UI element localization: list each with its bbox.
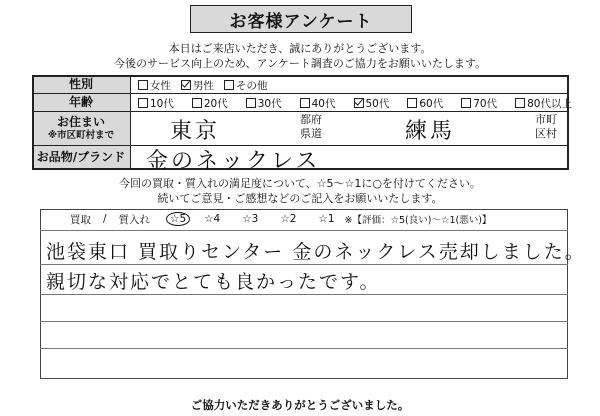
- checkbox[interactable]: [224, 80, 234, 90]
- comment-line-1: 池袋東口 買取りセンター 金のネックレス売却しました。: [46, 241, 586, 263]
- satisfaction-line-2: 続いてご意見・ご感想などのご記入をお願いいたします。: [157, 192, 443, 205]
- gender-option-male[interactable]: 男性: [181, 78, 214, 93]
- gender-label: 性別: [32, 76, 130, 93]
- gender-options: [138, 78, 278, 92]
- checkbox-checked[interactable]: [354, 98, 364, 108]
- satisfaction-line-1: 今回の買取・質入れの満足度について、☆5～☆1に○を付けてください。: [119, 177, 481, 190]
- age-option-20[interactable]: 20代: [192, 96, 228, 111]
- age-options: [138, 96, 582, 110]
- checkbox[interactable]: [300, 98, 310, 108]
- checkbox[interactable]: [138, 80, 148, 90]
- prefecture-value[interactable]: 東京: [170, 119, 221, 144]
- page-title: お客様アンケート: [190, 5, 412, 33]
- prefecture-suffix: 都府 県道: [300, 113, 322, 140]
- checkbox[interactable]: [515, 98, 525, 108]
- star-3[interactable]: ☆3: [242, 213, 259, 225]
- age-option-60[interactable]: 60代: [407, 96, 443, 111]
- item-label: お品物/ブランド: [32, 146, 130, 168]
- address-label: お住まい: [56, 114, 105, 129]
- item-value[interactable]: 金のネックレス: [146, 149, 321, 174]
- age-option-70[interactable]: 70代: [461, 96, 497, 111]
- age-option-30[interactable]: 30代: [246, 96, 282, 111]
- address-sublabel: ※市区町村まで: [47, 129, 115, 141]
- age-label: 年齢: [32, 94, 130, 111]
- gender-option-female[interactable]: 女性: [138, 78, 171, 93]
- rating-legend: ※【評価：☆5(良い)～☆1(悪い)】: [344, 215, 492, 226]
- checkbox-checked[interactable]: [181, 80, 191, 90]
- checkbox[interactable]: [246, 98, 256, 108]
- kind-shichiire[interactable]: 質入れ: [118, 213, 151, 226]
- survey-form-table: [0, 0, 600, 174]
- kind-kaitori[interactable]: 買取: [70, 213, 91, 226]
- intro-line-2: 今後のサービス向上のため、アンケート調査のご協力をお願いいたします。: [113, 57, 487, 70]
- gender-option-other[interactable]: その他: [224, 78, 268, 93]
- comment-line-2: 親切な対応でとても良かったです。: [46, 271, 381, 293]
- city-value[interactable]: 練馬: [405, 119, 456, 144]
- star-4[interactable]: ☆4: [204, 213, 221, 225]
- rating-row: 買取 / 質入れ ☆5 ☆4 ☆3 ☆2 ☆1 ※【評価：☆5(良い)～☆1(悪い)】: [70, 213, 492, 226]
- star-2[interactable]: ☆2: [280, 213, 297, 225]
- footer-thanks: ご協力いただきありがとうございました。: [190, 398, 410, 412]
- age-option-50[interactable]: 50代: [354, 96, 390, 111]
- intro-line-1: 本日はご来店いただき、誠にありがとうございます。: [168, 42, 432, 55]
- checkbox[interactable]: [461, 98, 471, 108]
- star-5-selected[interactable]: ☆5: [166, 212, 190, 226]
- star-1[interactable]: ☆1: [318, 213, 335, 225]
- checkbox[interactable]: [192, 98, 202, 108]
- age-option-10[interactable]: 10代: [138, 96, 174, 111]
- city-suffix: 市町 区村: [535, 113, 557, 140]
- checkbox[interactable]: [138, 98, 148, 108]
- age-option-40[interactable]: 40代: [300, 96, 336, 111]
- address-label-cell: [32, 112, 130, 145]
- checkbox[interactable]: [407, 98, 417, 108]
- age-option-80plus[interactable]: 80代以上: [515, 96, 572, 111]
